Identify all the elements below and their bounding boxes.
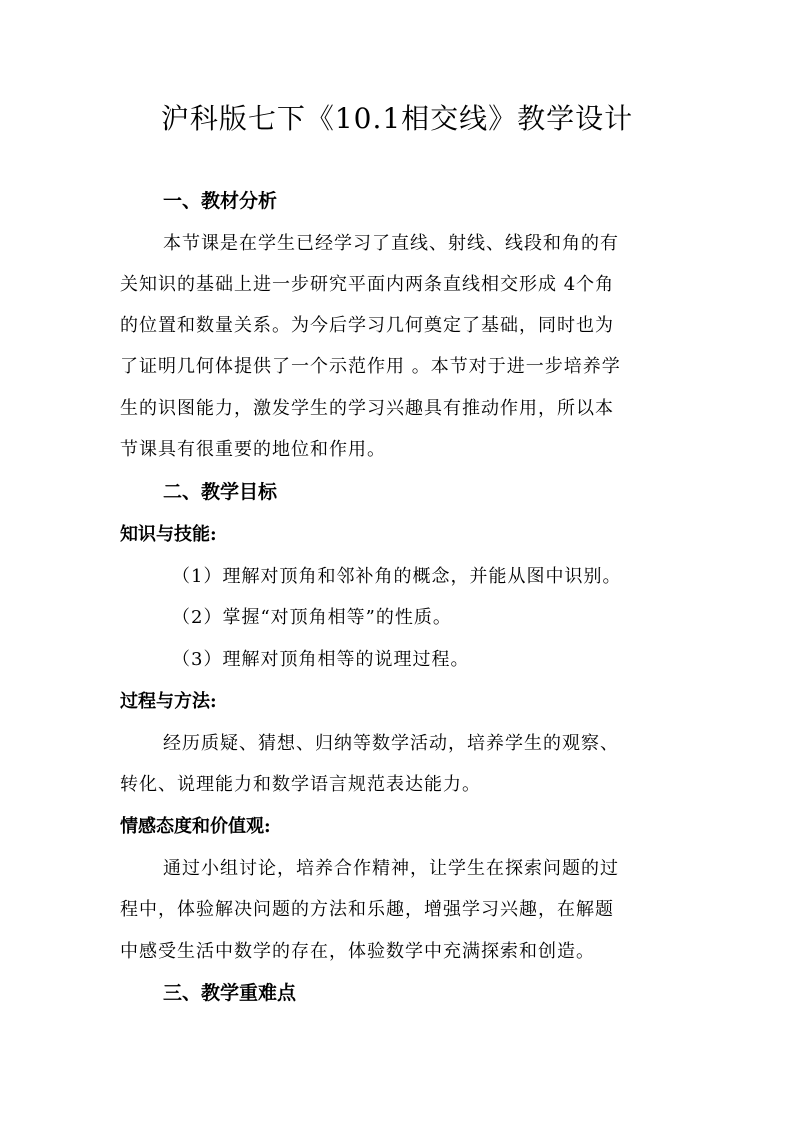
paragraph-line: 节课具有很重要的地位和作用。 bbox=[120, 439, 386, 460]
subheading-attitude-values: 情感态度和价值观: bbox=[120, 816, 271, 837]
paragraph-line: 本节课是在学生已经学习了直线、射线、线段和角的有 bbox=[163, 233, 619, 254]
page-title: 沪科版七下《10.1相交线》教学设计 bbox=[160, 102, 634, 135]
section-heading-teaching-goals: 二、教学目标 bbox=[163, 481, 278, 503]
subheading-knowledge-skills: 知识与技能: bbox=[120, 524, 217, 545]
paragraph-line: 通过小组讨论，培养合作精神，让学生在探索问题的过 bbox=[163, 858, 619, 879]
paragraph-line: 的位置和数量关系。为今后学习几何奠定了基础，同时也为 bbox=[120, 315, 614, 336]
paragraph-line: 生的识图能力，激发学生的学习兴趣具有推动作用，所以本 bbox=[120, 398, 614, 419]
paragraph-line: 了证明几何体提供了一个示范作用 。本节对于进一步培养学 bbox=[120, 356, 621, 377]
paragraph-line: 程中，体验解决问题的方法和乐趣，增强学习兴趣，在解题 bbox=[120, 899, 614, 920]
paragraph-line: 经历质疑、猜想、归纳等数学活动，培养学生的观察、 bbox=[163, 733, 619, 754]
paragraph-line: 转化、说理能力和数学语言规范表达能力。 bbox=[120, 774, 481, 795]
goal-item: （2）掌握“对顶角相等”的性质。 bbox=[172, 607, 452, 628]
goal-item: （3）理解对顶角相等的说理过程。 bbox=[172, 649, 470, 670]
section-heading-key-difficulties: 三、教学重难点 bbox=[163, 982, 297, 1004]
paragraph-line: 关知识的基础上进一步研究平面内两条直线相交形成 4个角 bbox=[120, 274, 615, 295]
subheading-process-methods: 过程与方法: bbox=[120, 691, 217, 712]
section-heading-textbook-analysis: 一、教材分析 bbox=[163, 190, 278, 212]
paragraph-line: 中感受生活中数学的存在，体验数学中充满探索和创造。 bbox=[120, 941, 595, 962]
goal-item: （1）理解对顶角和邻补角的概念，并能从图中识别。 bbox=[172, 566, 622, 587]
